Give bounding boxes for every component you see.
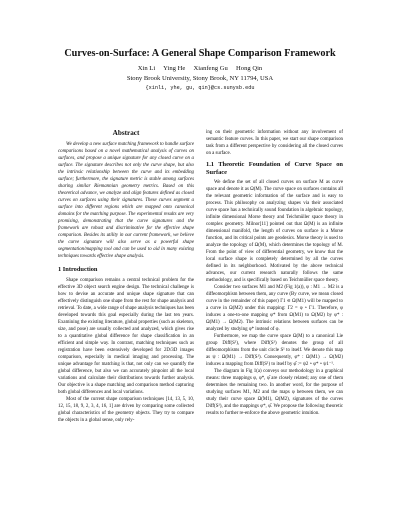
intro-paragraph-2: Most of the current shape comparison techniques [14, 13, 5, 10, 12, 15, 18, 9, 2, 3, 4, 16, 1] are driven by comparing some collected global characteristics of the geometry objects. They try to compare the objects in a global sense, only rely- <box>58 397 194 423</box>
section-1-1-heading: 1.1 Theoretic Foundation of Curve Space on Surface <box>206 161 343 176</box>
intro-paragraph-1: Shape comparison remains a central technical problem for the effective 3D object search engine design. The technical challenge is how to devise an accurate and unique shape signature that can effectively distinguish one shape from the rest for shape analysis and retrieval. To date, a wide range of shape analysis techniques has been developed towards this goal especially during the last ten years. Examining the existing literature, global properties (such as skeleton, size, and pose) are usually collected and analyzed, which gives rise to a quantitative global difference for shape classification in an efficient and simple way. In contrast, matching techniques such as registration have been extensively developed for 2D/3D images comparison, especially in medical imaging and processing. The unique advantage for matching is that, not only can we quantify the global difference, but also we can accurately pinpoint all the local variations and calculate their distributions towards further analysis. Our objective is a shape matching and comparison method capturing both global differences and local variations. <box>58 278 194 395</box>
intro-heading: 1 Introduction <box>58 266 98 273</box>
right-paragraph-1: We define the set of all closed curves on surface M as curve space and denote it as Ω(M). The curve space on surfaces contains all the relevant geometric information of the surface and is easy to process. This philosophy on analyzing shapes via their associated curve space has a technically sound foundation in algebraic topology, infinite dimensional Morse theory and Teichmüller space theory in complex geometry. Milnor[11] pointed out that Ω(M) is an infinite dimensional manifold, the length of curves on surface is a Morse function, and its critical points are geodesics. Morse theory is used to analyze the topology of Ω(M), which determines the topology of M. From the point of view of differential geometry, we know that the local surface shape is completely determined by all the curves defined in its neighborhood. Motivated by the above technical advances, our current research naturally follows the same methodology, and is specifically based on Teichmüller space theory. <box>206 180 343 283</box>
right-paragraph-0: ing on their geometric information without any involvement of semantic feature curves. In this paper, we start our shape comparison task from a different perspective by considering all the closed curves on a surface. <box>206 130 343 156</box>
abstract-heading: Abstract <box>112 129 140 137</box>
affiliation: Stony Brook University, Stony Brook, NY 11794, USA <box>126 75 274 82</box>
author-email: {xinli, yhe, gu, qin}@cs.sunysb.edu <box>145 85 255 91</box>
paper-title: Curves-on-Surface: A General Shape Comparison Framework <box>64 48 336 59</box>
right-paragraph-4: The diagram in Fig 1(a) conveys our methodology in a graphical means: three mappings φ, φ*, φ̂ are closely related; any one of them determines the remaining two. In another word, for the purpose of studying surfaces M1, M2 and the maps φ between them, we can study their curve space Ω(M1), Ω(M2), signatures of the curves Diff(S¹), and the mappings φ*, φ̂. We propose the following theoretic results to further re-enforce the above geometric intuition. <box>206 369 343 416</box>
right-paragraph-3: Furthermore, we map the curve space Ω(M) to a canonical Lie group Diff(S¹), where Diff(S¹) denotes the group of all diffeomorphisms from the unit circle S¹ to itself. We denote this map as ψ : Ω(M1) → Diff(S¹). Consequently, φ* : Ω(M1) → Ω(M2) induces a mapping from Diff(S¹) to itself by φ̂ := ψ2 ∘ φ* ∘ ψ1⁻¹. <box>206 334 343 367</box>
right-paragraph-2: Consider two surfaces M1 and M2 (Fig 1(a)), φ : M1 → M2 is a diffeomorphism between them, any curve (By curve, we mean closed curve in the remainder of this paper) Γ1 ∈ Ω(M1) will be mapped to a curve in Ω(M2) under this mapping: Γ2 = φ ∘ Γ1. Therefore, φ induces a one-to-one mapping φ* from Ω(M1) to Ω(M2) by φ* : Ω(M1) → Ω(M2). The intrinsic relations between surfaces can be analyzed by studying φ* instead of φ. <box>206 285 343 332</box>
left-column <box>58 141 194 424</box>
abstract-text: We develop a new surface matching framework to handle surface comparisons based on a novel mathematical analysis of curves on surfaces, and propose a unique signature for any closed curve on a surface. The signature describes not only the curve shape, but also the intrinsic relationship between the curve and its embedding surface; furthermore, the signature metric is stable among surfaces sharing similar Riemannian geometry metrics. Based on this theoretical advance, we analyze and align features defined as closed curves on surfaces using their signatures. These curves segment a surface into different regions which are mapped onto canonical domains for the matching purpose. The experimental results are very promising, demonstrating that the curve signatures and the framework are robust and discriminative for the effective shape comparison. Besides its utility in our current framework, we believe the curve signature will also serve as a powerful shape segmentation/mapping tool and can be used to aid in many existing techniques towards effective shape analysis. <box>58 142 194 259</box>
author-list: Xin Li Ying He Xianfeng Gu Hong Qin <box>137 65 263 72</box>
right-column <box>206 129 343 417</box>
